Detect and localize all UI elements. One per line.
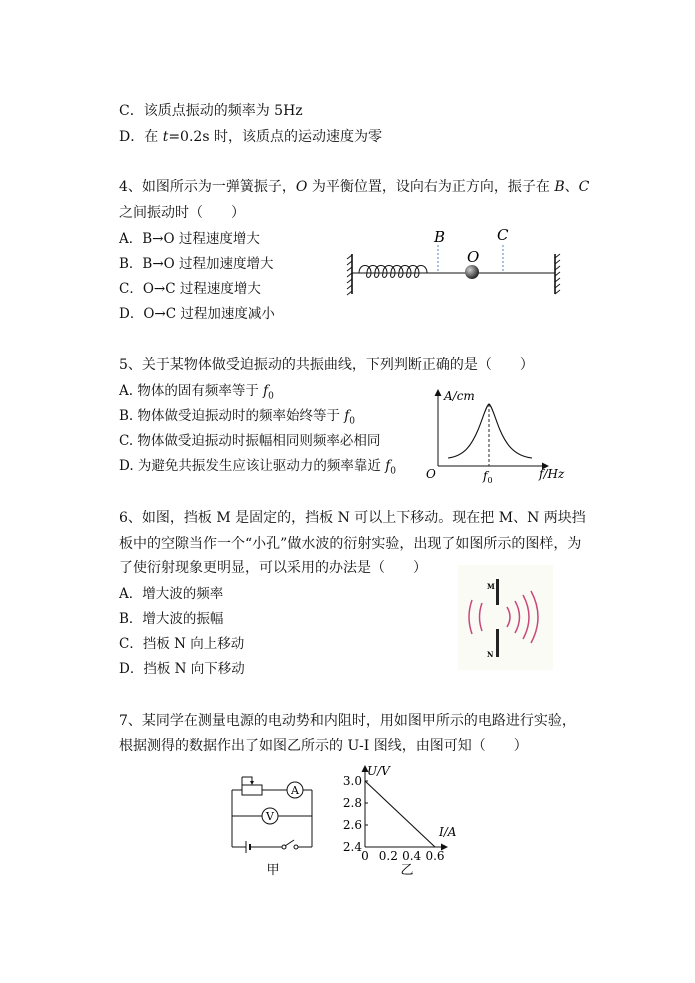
q4-stem-b: B: [554, 179, 565, 195]
circuit-caption: 甲: [266, 863, 280, 878]
spring: [352, 266, 467, 278]
q5-option-a-text: A. 物体的固有频率等于: [119, 383, 264, 399]
q5-option-d: [119, 456, 396, 482]
q5-option-b-sym: f: [344, 408, 350, 424]
q5-option-a: [119, 381, 274, 407]
voltmeter-label: V: [266, 810, 274, 823]
origin-label: O: [426, 467, 436, 481]
q4-option-d: D．O→C 过程加速度减小: [119, 306, 275, 322]
resonance-curve: [448, 404, 532, 458]
i-axis-label: I/A: [439, 825, 457, 839]
x-tick-label: 0.6: [425, 849, 445, 863]
q4-option-a: A．B→O 过程速度增大: [119, 231, 260, 247]
y-tick-label: 2.4: [342, 840, 362, 854]
q4-option-b: B．B→O 过程加速度增大: [119, 256, 274, 272]
rheostat: [242, 785, 262, 795]
spring-oscillator-figure: [345, 222, 570, 300]
y-tick-label: 3.0: [342, 774, 362, 788]
q5-option-d-sub: 0: [390, 466, 396, 477]
y-axis-label: A/cm: [444, 389, 475, 403]
q5-option-d-sym: f: [385, 458, 391, 474]
circuit-diagram: [224, 770, 319, 880]
q6-option-c: C．挡板 N 向上移动: [119, 636, 245, 652]
x-tick-label: 0.2: [378, 849, 398, 863]
q3-option-d: [119, 127, 382, 147]
y-tick-label: 2.6: [342, 818, 362, 832]
q7-stem-line2: 根据测得的数据作出了如图乙所示的 U-I 图线，由图可知（ ）: [119, 738, 528, 754]
u-axis-label: U/V: [367, 764, 390, 778]
diffraction-figure: [458, 565, 553, 670]
oscillator-ball: [465, 265, 479, 279]
y-tick-label: 2.8: [342, 796, 362, 810]
q4-stem-c: C: [578, 179, 590, 195]
q3-option-d-pre: D．在: [119, 129, 163, 145]
label-m: M: [487, 582, 495, 591]
q4-stem-sep: 、: [564, 179, 579, 195]
q5-option-c: [119, 431, 380, 451]
x-axis-label: f/Hz: [539, 467, 565, 481]
q3-option-c: C．该质点振动的频率为 5Hz: [119, 103, 303, 119]
q5-option-a-sym: f: [263, 383, 269, 399]
u-i-line: [365, 781, 435, 847]
q5-option-d-text: D. 为避免共振发生应该让驱动力的频率靠近: [119, 458, 386, 474]
q3-option-d-t: t: [162, 129, 169, 145]
q6-option-d: D．挡板 N 向下移动: [119, 661, 245, 677]
q5-option-b-text: B. 物体做受迫振动时的频率始终等于: [119, 408, 345, 424]
label-o: O: [467, 248, 480, 266]
q5-option-a-sub: 0: [268, 391, 274, 402]
q3-option-d-post: =0.2s 时，该质点的运动速度为零: [168, 129, 382, 145]
x-tick-label: 0.4: [402, 849, 422, 863]
q4-stem-pre: 4、如图所示为一弹簧振子，: [119, 179, 296, 195]
label-b: B: [434, 228, 446, 246]
f0-label: $f_0$: [483, 469, 493, 485]
graph-caption: 乙: [400, 863, 414, 878]
q5-stem: 5、关于某物体做受迫振动的共振曲线，下列判断正确的是（ ）: [119, 357, 534, 373]
x-tick-label: 0: [361, 849, 369, 863]
q7-stem-line1: 7、某同学在测量电源的电动势和内阻时，用如图甲所示的电路进行实验，: [119, 713, 576, 729]
q6-stem-line2: 板中的空隙当作一个“小孔”做水波的衍射实验，出现了如图所示的图样，为: [119, 536, 582, 552]
q4-stem-line2: 之间振动时（ ）: [119, 205, 245, 221]
q4-stem-mid: 为平衡位置，设向右为正方向，振子在: [307, 179, 555, 195]
ammeter-label: A: [291, 784, 299, 797]
q4-stem-line1: [119, 177, 589, 197]
label-n: N: [487, 650, 494, 659]
q6-option-b: B．增大波的振幅: [119, 611, 224, 627]
q4-option-c: C．O→C 过程速度增大: [119, 281, 261, 297]
resonance-curve-graph: [420, 382, 575, 487]
label-c: C: [497, 226, 509, 244]
q4-stem-o: O: [295, 179, 308, 195]
q5-option-b-sub: 0: [349, 416, 356, 427]
switch: [285, 840, 294, 846]
q5-option-b: [119, 406, 355, 432]
q5-option-c-text: C. 物体做受迫振动时振幅相同则频率必相同: [119, 433, 381, 449]
q6-stem-line1: 6、如图，挡板 M 是固定的，挡板 N 可以上下移动。现在把 M、N 两块挡: [119, 510, 586, 526]
u-i-graph: [335, 760, 485, 885]
q6-option-a: A．增大波的频率: [119, 586, 224, 602]
q6-stem-line3: 了使衍射现象更明显，可以采用的办法是（ ）: [119, 560, 427, 576]
